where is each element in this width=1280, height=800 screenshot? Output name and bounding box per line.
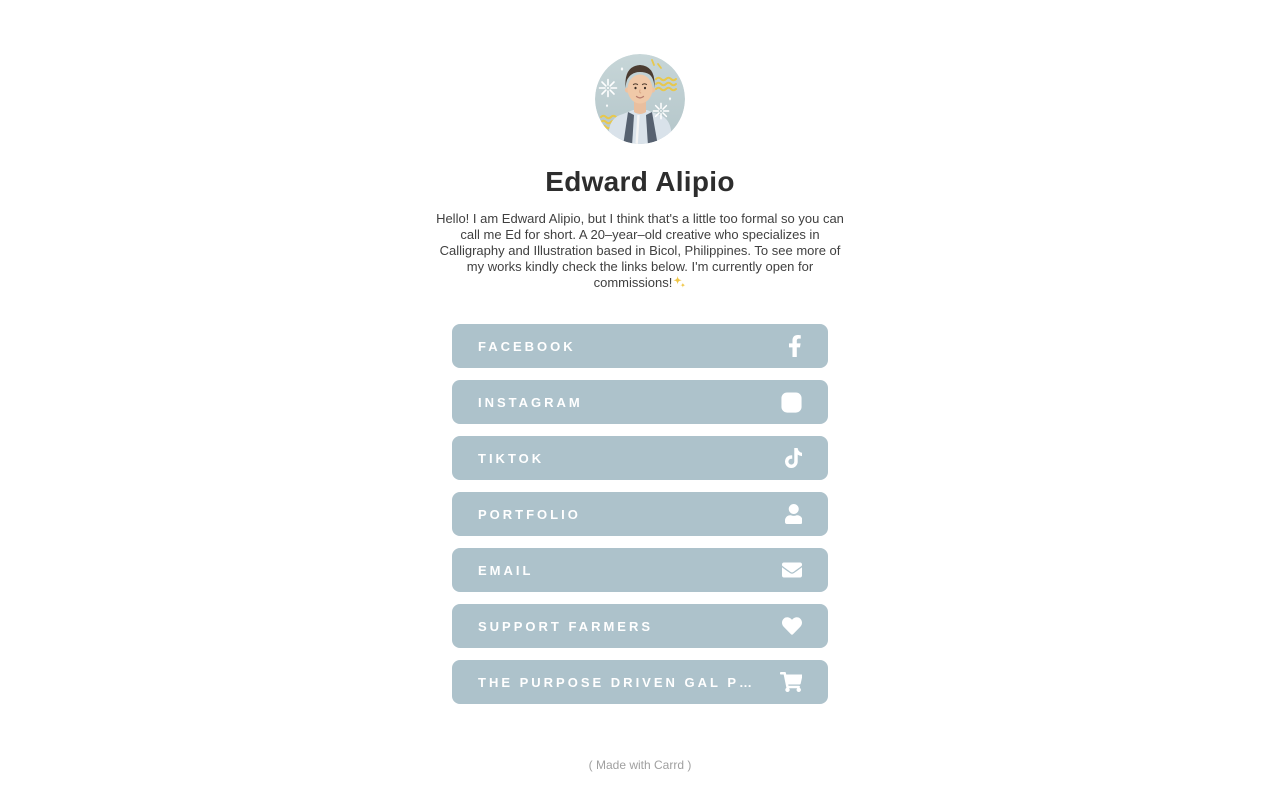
tiktok-icon <box>785 448 803 468</box>
link-label: EMAIL <box>478 562 534 578</box>
link-label: TIKTOK <box>478 450 545 466</box>
profile-bio <box>432 211 848 293</box>
link-button-purpose-driven-gal[interactable] <box>452 660 828 704</box>
link-label: THE PURPOSE DRIVEN GAL P… <box>478 674 756 690</box>
footer <box>430 758 850 772</box>
link-button-facebook[interactable] <box>452 324 828 368</box>
link-button-email[interactable] <box>452 548 828 592</box>
envelope-icon <box>782 560 802 580</box>
profile-card <box>430 54 850 772</box>
sparkles-emoji <box>673 276 686 293</box>
user-icon <box>785 504 803 524</box>
link-button-portfolio[interactable] <box>452 492 828 536</box>
link-button-instagram[interactable] <box>452 380 828 424</box>
link-label: PORTFOLIO <box>478 506 581 522</box>
profile-avatar <box>595 54 685 144</box>
made-with-carrd-link[interactable]: ( Made with Carrd ) <box>588 758 692 772</box>
link-button-support-farmers[interactable] <box>452 604 828 648</box>
shopping-cart-icon <box>780 672 803 692</box>
link-label: FACEBOOK <box>478 338 576 354</box>
link-button-tiktok[interactable] <box>452 436 828 480</box>
link-list <box>430 324 850 704</box>
facebook-icon <box>788 335 802 357</box>
link-label: INSTAGRAM <box>478 394 583 410</box>
page-title: Edward Alipio <box>545 166 735 197</box>
heart-icon <box>782 616 802 636</box>
profile-bio-text: Hello! I am Edward Alipio, but I think that's a little too formal so you can call me Ed for short. A 20–year–old creative who specializes in Calligraphy and Illustration based in Bicol, Philippines. To see more of my works kindly check the links below. I'm currently open for commissions! <box>436 211 844 290</box>
avatar-illustration <box>595 54 685 144</box>
instagram-icon <box>781 392 802 413</box>
link-label: SUPPORT FARMERS <box>478 618 654 634</box>
